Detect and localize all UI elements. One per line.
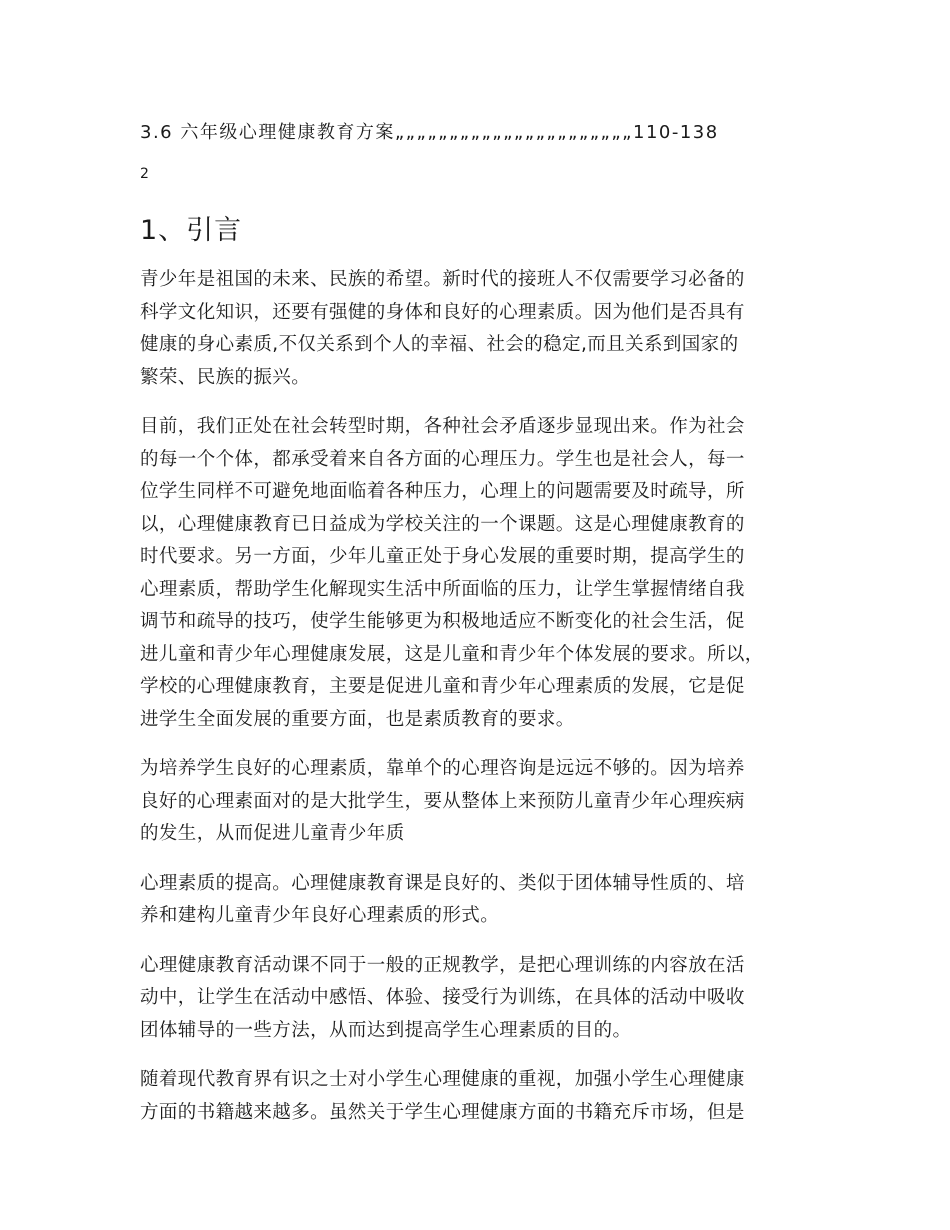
- text-line: 以，心理健康教育已日益成为学校关注的一个课题。这是心理健康教育的: [140, 513, 745, 535]
- page-number: 2: [140, 166, 149, 182]
- text-line: 心理素质的提高。心理健康教育课是良好的、类似于团体辅导性质的、培: [140, 872, 745, 894]
- text-line: 方面的书籍越来越多。虽然关于学生心理健康方面的书籍充斥市场，但是: [140, 1101, 745, 1123]
- paragraph: [140, 950, 830, 1048]
- text-line: 动中，让学生在活动中感悟、体验、接受行为训练，在具体的活动中吸收: [140, 987, 745, 1008]
- text-line: 的每一个个体，都承受着来自各方面的心理压力。学生也是社会人，每一: [140, 448, 745, 470]
- section-heading: 1、引言: [140, 215, 243, 246]
- toc-entry: 3.6 六年级心理健康教育方案„„„„„„„„„„„„„„„„„„„„„„110-138: [140, 122, 719, 143]
- text-line: 健康的身心素质,不仅关系到个人的幸福、社会的稳定,而且关系到国家的: [140, 334, 739, 355]
- paragraph: [140, 868, 830, 933]
- text-line: 养和建构儿童青少年良好心理素质的形式。: [140, 905, 500, 926]
- text-line: 位学生同样不可避免地面临着各种压力，心理上的问题需要及时疏导，所: [140, 481, 745, 502]
- text-line: 良好的心理素面对的是大批学生，要从整体上来预防儿童青少年心理疾病: [140, 790, 745, 812]
- text-line: 心理素质，帮助学生化解现实生活中所面临的压力，让学生掌握情绪自我: [140, 578, 745, 600]
- text-line: 青少年是祖国的未来、民族的希望。新时代的接班人不仅需要学习必备的: [140, 269, 745, 290]
- paragraph: [140, 411, 830, 736]
- text-line: 学校的心理健康教育，主要是促进儿童和青少年心理素质的发展，它是促: [140, 676, 745, 697]
- text-line: 为培养学生良好的心理素质，靠单个的心理咨询是远远不够的。因为培养: [140, 758, 745, 779]
- text-line: 进儿童和青少年心理健康发展，这是儿童和青少年个体发展的要求。所以，: [140, 643, 764, 665]
- text-line: 的发生，从而促进儿童青少年质: [140, 823, 405, 844]
- paragraph: [140, 753, 830, 851]
- text-line: 时代要求。另一方面，少年儿童正处于身心发展的重要时期，提高学生的: [140, 546, 745, 567]
- paragraph: [140, 1064, 830, 1129]
- body-text: [140, 264, 830, 1146]
- text-line: 繁荣、民族的振兴。: [140, 366, 311, 388]
- text-line: 调节和疏导的技巧，使学生能够更为积极地适应不断变化的社会生活，促: [140, 611, 745, 632]
- text-line: 目前，我们正处在社会转型时期，各种社会矛盾逐步显现出来。作为社会: [140, 416, 745, 437]
- text-line: 科学文化知识，还要有强健的身体和良好的心理素质。因为他们是否具有: [140, 301, 745, 323]
- text-line: 团体辅导的一些方法，从而达到提高学生心理素质的目的。: [140, 1019, 632, 1041]
- text-line: 进学生全面发展的重要方面，也是素质教育的要求。: [140, 708, 575, 730]
- text-line: 心理健康教育活动课不同于一般的正规教学，是把心理训练的内容放在活: [140, 954, 745, 976]
- paragraph: [140, 264, 830, 394]
- text-line: 随着现代教育界有识之士对小学生心理健康的重视，加强小学生心理健康: [140, 1069, 745, 1090]
